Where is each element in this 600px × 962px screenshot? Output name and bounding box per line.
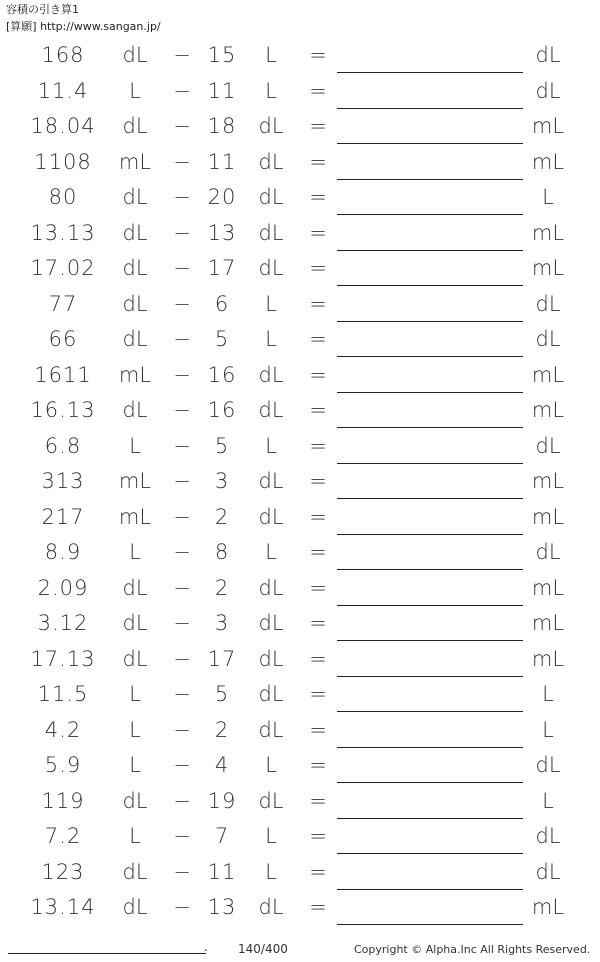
subtrahend: 7 xyxy=(214,824,230,848)
subtrahend-unit: dL xyxy=(258,611,284,635)
equals-sign: = xyxy=(309,327,327,351)
minuend-unit: dL xyxy=(122,114,148,138)
problem-row xyxy=(0,642,600,678)
answer-unit: mL xyxy=(531,114,565,138)
subtrahend-unit: dL xyxy=(258,895,284,919)
answer-unit: mL xyxy=(531,504,565,529)
minuend-unit: dL xyxy=(122,43,148,67)
subtrahend: 17 xyxy=(207,256,237,280)
minuend-unit: dL xyxy=(122,220,148,245)
answer-blank[interactable] xyxy=(337,924,523,925)
answer-unit: L xyxy=(542,185,554,209)
minuend: 7.2 xyxy=(44,824,82,848)
answer-unit: dL xyxy=(535,824,561,848)
answer-unit: mL xyxy=(531,895,565,919)
answer-unit: mL xyxy=(531,362,565,387)
minuend: 11.4 xyxy=(37,78,89,103)
answer-unit: mL xyxy=(531,469,565,493)
problem-row xyxy=(0,109,600,145)
problem-row xyxy=(0,819,600,855)
minus-sign: − xyxy=(173,504,191,529)
subtrahend: 19 xyxy=(207,788,237,813)
problem-row xyxy=(0,393,600,429)
footer xyxy=(0,940,600,960)
equals-sign: = xyxy=(309,114,327,138)
subtrahend: 6 xyxy=(214,291,230,316)
subtrahend: 5 xyxy=(214,682,230,706)
subtrahend-unit: L xyxy=(265,859,277,884)
answer-unit: mL xyxy=(531,220,565,245)
equals-sign: = xyxy=(309,398,327,422)
equals-sign: = xyxy=(309,78,327,103)
minuend-unit: mL xyxy=(118,149,152,174)
minus-sign: − xyxy=(173,362,191,387)
answer-unit: L xyxy=(542,682,554,706)
minuend-unit: dL xyxy=(122,611,148,635)
problem-row xyxy=(0,429,600,465)
problem-row xyxy=(0,322,600,358)
subtrahend: 20 xyxy=(207,185,237,209)
subtrahend-unit: dL xyxy=(258,362,284,387)
minuend-unit: L xyxy=(129,717,141,742)
minuend-unit: mL xyxy=(118,469,152,493)
equals-sign: = xyxy=(309,256,327,280)
problem-row xyxy=(0,606,600,642)
equals-sign: = xyxy=(309,824,327,848)
minus-sign: − xyxy=(173,149,191,174)
answer-unit: dL xyxy=(535,753,561,777)
subtrahend-unit: dL xyxy=(258,646,284,671)
minuend: 66 xyxy=(48,327,78,351)
minuend: 16.13 xyxy=(30,398,96,422)
subtrahend: 5 xyxy=(214,327,230,351)
equals-sign: = xyxy=(309,149,327,174)
subtrahend-unit: L xyxy=(265,327,277,351)
minus-sign: − xyxy=(173,824,191,848)
minuend-unit: dL xyxy=(122,291,148,316)
subtrahend-unit: dL xyxy=(258,504,284,529)
answer-unit: dL xyxy=(535,43,561,67)
subtrahend-unit: dL xyxy=(258,149,284,174)
subtrahend: 2 xyxy=(214,575,230,600)
subtrahend: 16 xyxy=(207,362,237,387)
answer-unit: mL xyxy=(531,646,565,671)
minuend: 6.8 xyxy=(44,433,82,458)
minus-sign: − xyxy=(173,717,191,742)
problem-row xyxy=(0,535,600,571)
problem-row xyxy=(0,145,600,181)
worksheet-title: 容積の引き算1 xyxy=(6,3,79,16)
answer-unit: dL xyxy=(535,859,561,884)
minuend: 119 xyxy=(41,788,85,813)
subtrahend-unit: dL xyxy=(258,788,284,813)
subtrahend-unit: dL xyxy=(258,256,284,280)
equals-sign: = xyxy=(309,646,327,671)
equals-sign: = xyxy=(309,753,327,777)
problem-row xyxy=(0,251,600,287)
subtrahend: 2 xyxy=(214,717,230,742)
minuend: 217 xyxy=(41,504,85,529)
answer-unit: dL xyxy=(535,433,561,458)
subtrahend: 3 xyxy=(214,469,230,493)
subtrahend: 11 xyxy=(207,78,237,103)
answer-unit: dL xyxy=(535,540,561,564)
equals-sign: = xyxy=(309,575,327,600)
minuend: 11.5 xyxy=(37,682,89,706)
minuend-unit: dL xyxy=(122,398,148,422)
problem-row xyxy=(0,500,600,536)
subtrahend: 16 xyxy=(207,398,237,422)
subtrahend-unit: L xyxy=(265,753,277,777)
minus-sign: − xyxy=(173,682,191,706)
equals-sign: = xyxy=(309,895,327,919)
minuend: 168 xyxy=(41,43,85,67)
score-label: 140/400 xyxy=(238,942,288,956)
problem-row xyxy=(0,216,600,252)
equals-sign: = xyxy=(309,185,327,209)
minus-sign: − xyxy=(173,859,191,884)
equals-sign: = xyxy=(309,220,327,245)
minuend: 123 xyxy=(41,859,85,884)
minus-sign: − xyxy=(173,256,191,280)
minuend-unit: mL xyxy=(118,362,152,387)
minuend-unit: dL xyxy=(122,646,148,671)
answer-unit: L xyxy=(542,788,554,813)
minuend-unit: dL xyxy=(122,859,148,884)
subtrahend-unit: L xyxy=(265,824,277,848)
minus-sign: − xyxy=(173,398,191,422)
minus-sign: − xyxy=(173,788,191,813)
problem-row xyxy=(0,571,600,607)
subtrahend: 5 xyxy=(214,433,230,458)
name-line xyxy=(8,953,206,954)
subtrahend-unit: L xyxy=(265,78,277,103)
minuend-unit: dL xyxy=(122,256,148,280)
subtrahend-unit: dL xyxy=(258,114,284,138)
subtrahend: 8 xyxy=(214,540,230,564)
minus-sign: − xyxy=(173,895,191,919)
minuend-unit: dL xyxy=(122,327,148,351)
answer-unit: mL xyxy=(531,575,565,600)
problem-row xyxy=(0,748,600,784)
minuend: 18.04 xyxy=(30,114,96,138)
minuend: 80 xyxy=(48,185,78,209)
minuend: 313 xyxy=(41,469,85,493)
subtrahend-unit: L xyxy=(265,43,277,67)
minus-sign: − xyxy=(173,220,191,245)
minus-sign: − xyxy=(173,646,191,671)
minuend: 77 xyxy=(48,291,78,316)
problem-list xyxy=(0,38,600,926)
equals-sign: = xyxy=(309,540,327,564)
minus-sign: − xyxy=(173,611,191,635)
minuend-unit: dL xyxy=(122,185,148,209)
subtrahend: 3 xyxy=(214,611,230,635)
answer-unit: mL xyxy=(531,398,565,422)
minuend-unit: L xyxy=(129,540,141,564)
equals-sign: = xyxy=(309,43,327,67)
subtrahend-unit: dL xyxy=(258,717,284,742)
subtrahend-unit: L xyxy=(265,433,277,458)
minuend-unit: mL xyxy=(118,504,152,529)
minus-sign: − xyxy=(173,575,191,600)
answer-unit: L xyxy=(542,717,554,742)
equals-sign: = xyxy=(309,788,327,813)
minuend: 3.12 xyxy=(37,611,89,635)
subtrahend: 13 xyxy=(207,895,237,919)
subtrahend-unit: dL xyxy=(258,469,284,493)
subtrahend-unit: L xyxy=(265,291,277,316)
minuend: 13.13 xyxy=(30,220,96,245)
minuend: 2.09 xyxy=(37,575,89,600)
minus-sign: − xyxy=(173,433,191,458)
minuend-unit: L xyxy=(129,78,141,103)
equals-sign: = xyxy=(309,859,327,884)
minus-sign: − xyxy=(173,43,191,67)
minuend-unit: L xyxy=(129,682,141,706)
minuend: 1611 xyxy=(34,362,92,387)
subtrahend-unit: L xyxy=(265,540,277,564)
minus-sign: − xyxy=(173,753,191,777)
subtrahend: 13 xyxy=(207,220,237,245)
subtrahend-unit: dL xyxy=(258,682,284,706)
answer-unit: mL xyxy=(531,611,565,635)
subtrahend: 4 xyxy=(214,753,230,777)
minuend: 5.9 xyxy=(44,753,82,777)
problem-row xyxy=(0,464,600,500)
minuend-unit: dL xyxy=(122,575,148,600)
worksheet-source: [算願] http://www.sangan.jp/ xyxy=(6,20,161,33)
minus-sign: − xyxy=(173,114,191,138)
equals-sign: = xyxy=(309,611,327,635)
problem-row xyxy=(0,784,600,820)
subtrahend: 15 xyxy=(207,43,237,67)
minuend: 13.14 xyxy=(30,895,96,919)
subtrahend-unit: dL xyxy=(258,220,284,245)
minus-sign: − xyxy=(173,469,191,493)
problem-row xyxy=(0,713,600,749)
equals-sign: = xyxy=(309,682,327,706)
subtrahend: 11 xyxy=(207,859,237,884)
problem-row xyxy=(0,890,600,926)
minuend-unit: L xyxy=(129,433,141,458)
answer-unit: dL xyxy=(535,291,561,316)
minus-sign: − xyxy=(173,185,191,209)
minuend-unit: L xyxy=(129,824,141,848)
problem-row xyxy=(0,855,600,891)
subtrahend-unit: dL xyxy=(258,398,284,422)
answer-unit: mL xyxy=(531,149,565,174)
equals-sign: = xyxy=(309,504,327,529)
equals-sign: = xyxy=(309,291,327,316)
subtrahend: 18 xyxy=(207,114,237,138)
minus-sign: − xyxy=(173,540,191,564)
equals-sign: = xyxy=(309,433,327,458)
subtrahend-unit: dL xyxy=(258,185,284,209)
problem-row xyxy=(0,677,600,713)
subtrahend: 2 xyxy=(214,504,230,529)
minus-sign: − xyxy=(173,327,191,351)
minuend: 17.02 xyxy=(30,256,96,280)
minuend: 4.2 xyxy=(44,717,82,742)
answer-unit: mL xyxy=(531,256,565,280)
minuend-unit: L xyxy=(129,753,141,777)
equals-sign: = xyxy=(309,362,327,387)
minuend: 17.13 xyxy=(30,646,96,671)
equals-sign: = xyxy=(309,469,327,493)
problem-row xyxy=(0,38,600,74)
minuend: 8.9 xyxy=(44,540,82,564)
subtrahend-unit: dL xyxy=(258,575,284,600)
equals-sign: = xyxy=(309,717,327,742)
problem-row xyxy=(0,74,600,110)
copyright-text: Copyright © Alpha.Inc All Rights Reserved. xyxy=(354,943,591,956)
footer-dot: . xyxy=(204,940,208,954)
minus-sign: − xyxy=(173,78,191,103)
minuend-unit: dL xyxy=(122,788,148,813)
answer-unit: dL xyxy=(535,78,561,103)
problem-row xyxy=(0,358,600,394)
answer-unit: dL xyxy=(535,327,561,351)
subtrahend: 17 xyxy=(207,646,237,671)
minuend: 1108 xyxy=(34,149,92,174)
problem-row xyxy=(0,180,600,216)
problem-row xyxy=(0,287,600,323)
minuend-unit: dL xyxy=(122,895,148,919)
subtrahend: 11 xyxy=(207,149,237,174)
minus-sign: − xyxy=(173,291,191,316)
